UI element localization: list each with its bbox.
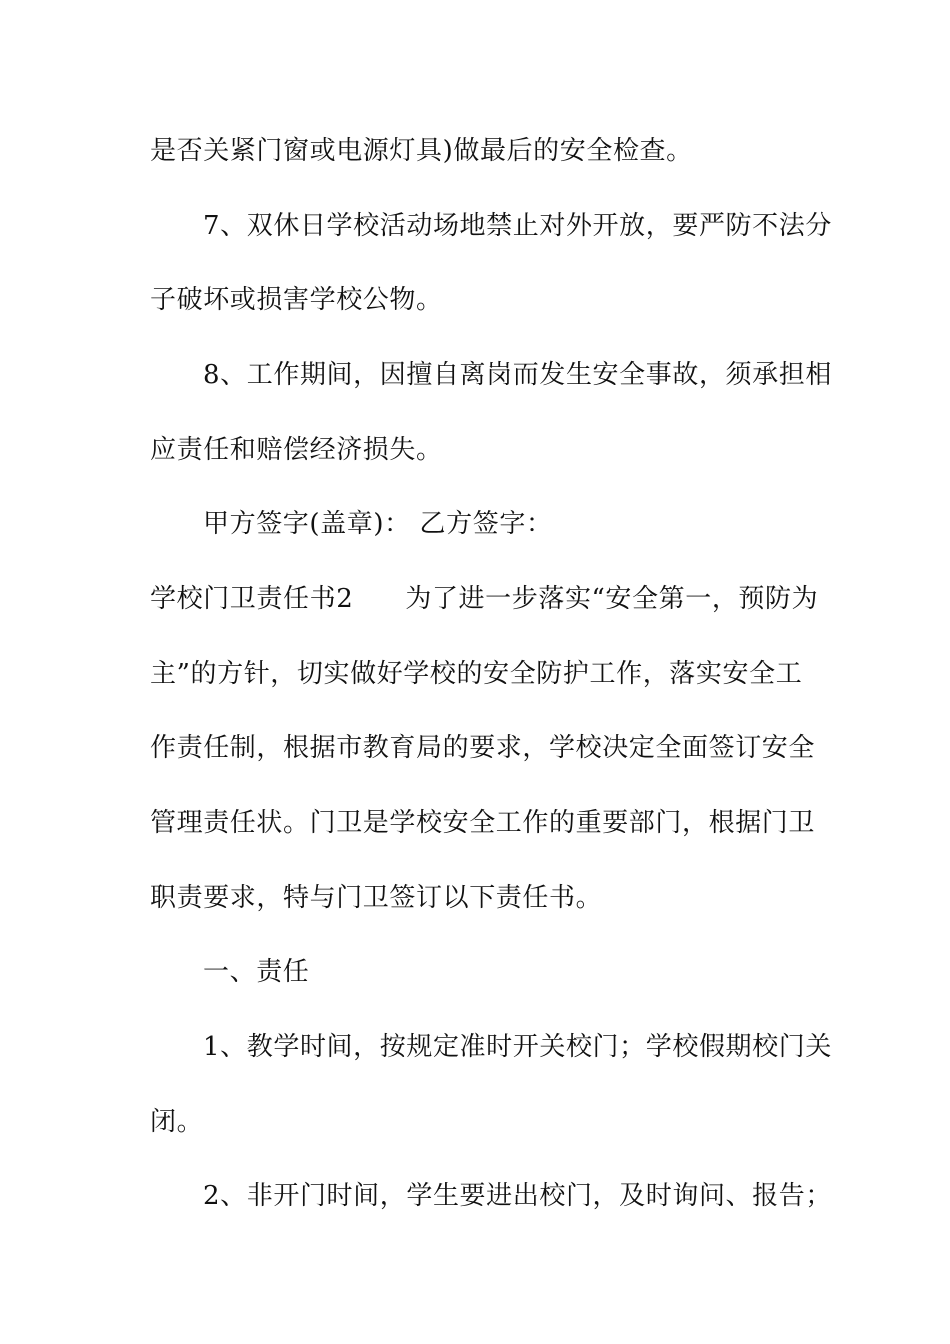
paragraph-line: 是否关紧门窗或电源灯具)做最后的安全检查。 [150, 136, 693, 166]
paragraph-line: 1、教学时间，按规定准时开关校门；学校假期校门关 [203, 1032, 832, 1062]
paragraph-line: 2、非开门时间，学生要进出校门，及时询问、报告； [203, 1181, 832, 1211]
section-title: 学校门卫责任书2 [150, 584, 354, 614]
paragraph-start: 为了进一步落实“安全第一，预防为 [405, 584, 819, 614]
paragraph-line: 职责要求，特与门卫签订以下责任书。 [150, 883, 603, 913]
paragraph-line: 应责任和赔偿经济损失。 [150, 435, 443, 465]
paragraph-line: 7、双休日学校活动场地禁止对外开放，要严防不法分 [203, 211, 832, 241]
signature-line: 甲方签字(盖章)： 乙方签字： [203, 509, 553, 539]
paragraph-line: 子破坏或损害学校公物。 [150, 285, 443, 315]
heading-line: 一、责任 [203, 957, 310, 987]
paragraph-line: 闭。 [150, 1107, 204, 1137]
paragraph-line: 管理责任状。门卫是学校安全工作的重要部门，根据门卫 [150, 808, 816, 838]
section-title-line [150, 584, 818, 614]
paragraph-line: 8、工作期间，因擅自离岗而发生安全事故，须承担相 [203, 360, 832, 390]
paragraph-line: 主”的方针，切实做好学校的安全防护工作，落实安全工 [150, 659, 803, 689]
paragraph-line: 作责任制，根据市教育局的要求，学校决定全面签订安全 [150, 733, 816, 763]
